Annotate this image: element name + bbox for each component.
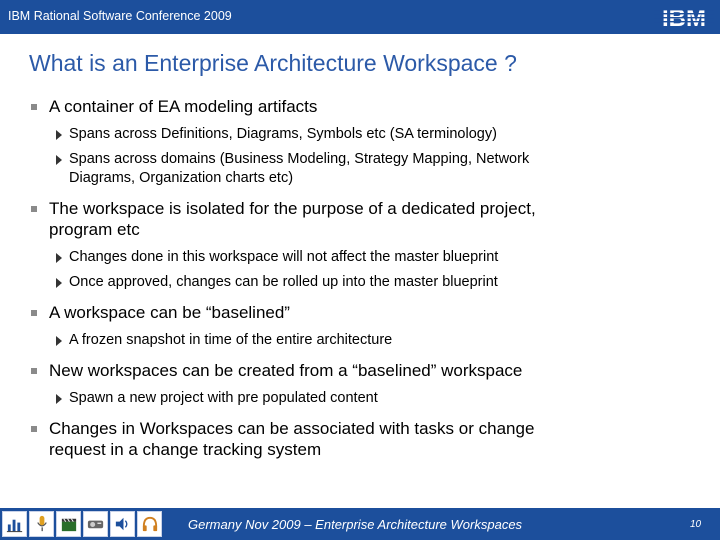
- bullet-text: New workspaces can be created from a “baselined” workspace: [49, 361, 523, 380]
- sub-bullet-text: Spans across Definitions, Diagrams, Symbols etc (SA terminology): [69, 126, 497, 142]
- sub-bullet-item: [29, 389, 589, 408]
- bullet-item: [29, 360, 589, 381]
- header-bar: [0, 0, 720, 34]
- bullet-text: A workspace can be “baselined”: [49, 303, 290, 322]
- bullet-text: Changes in Workspaces can be associated with tasks or change request in a change tracking system: [49, 419, 535, 459]
- sub-bullet-text: Spawn a new project with pre populated content: [69, 390, 378, 406]
- bullet-square-icon: [31, 426, 37, 432]
- bullet-item: [29, 96, 589, 117]
- bullet-list: [29, 96, 589, 470]
- sub-bullet-text: Spans across domains (Business Modeling, Strategy Mapping, Network Diagrams, Organization charts etc): [69, 151, 530, 186]
- sub-bullet-item: [29, 331, 589, 350]
- bullet-square-icon: [31, 368, 37, 374]
- bullet-text: A container of EA modeling artifacts: [49, 97, 318, 116]
- triangle-bullet-icon: [56, 336, 62, 346]
- sub-bullet-text: Once approved, changes can be rolled up into the master blueprint: [69, 274, 498, 290]
- triangle-bullet-icon: [56, 278, 62, 288]
- conference-name: IBM Rational Software Conference 2009: [8, 9, 232, 23]
- triangle-bullet-icon: [56, 394, 62, 404]
- sub-bullet-list: [29, 248, 589, 292]
- bullet-item: [29, 302, 589, 323]
- triangle-bullet-icon: [56, 155, 62, 165]
- bullet-square-icon: [31, 104, 37, 110]
- sub-bullet-list: [29, 331, 589, 350]
- bullet-item: [29, 198, 589, 240]
- footer-bar: [0, 508, 720, 540]
- triangle-bullet-icon: [56, 253, 62, 263]
- sub-bullet-item: [29, 150, 589, 188]
- microphone-icon[interactable]: [29, 511, 54, 537]
- headphones-icon[interactable]: [137, 511, 162, 537]
- triangle-bullet-icon: [56, 130, 62, 140]
- sub-bullet-item: [29, 248, 589, 267]
- bullet-square-icon: [31, 310, 37, 316]
- bullet-item: [29, 418, 589, 460]
- sub-bullet-item: [29, 125, 589, 144]
- clapperboard-icon[interactable]: [56, 511, 81, 537]
- slide-title: What is an Enterprise Architecture Workspace ?: [29, 50, 517, 76]
- sub-bullet-text: Changes done in this workspace will not affect the master blueprint: [69, 249, 499, 265]
- bar-chart-icon[interactable]: [2, 511, 27, 537]
- sub-bullet-list: [29, 389, 589, 408]
- sub-bullet-item: [29, 273, 589, 292]
- page-number: 10: [690, 519, 702, 530]
- footer-text: Germany Nov 2009 – Enterprise Architecture Workspaces: [188, 517, 523, 532]
- bullet-square-icon: [31, 206, 37, 212]
- ibm-logo: [654, 5, 714, 29]
- speaker-icon[interactable]: [110, 511, 135, 537]
- sub-bullet-text: A frozen snapshot in time of the entire architecture: [69, 332, 393, 348]
- footer-icons: [2, 511, 162, 537]
- projector-icon[interactable]: [83, 511, 108, 537]
- bullet-text: The workspace is isolated for the purpose of a dedicated project, program etc: [49, 199, 536, 239]
- sub-bullet-list: [29, 125, 589, 188]
